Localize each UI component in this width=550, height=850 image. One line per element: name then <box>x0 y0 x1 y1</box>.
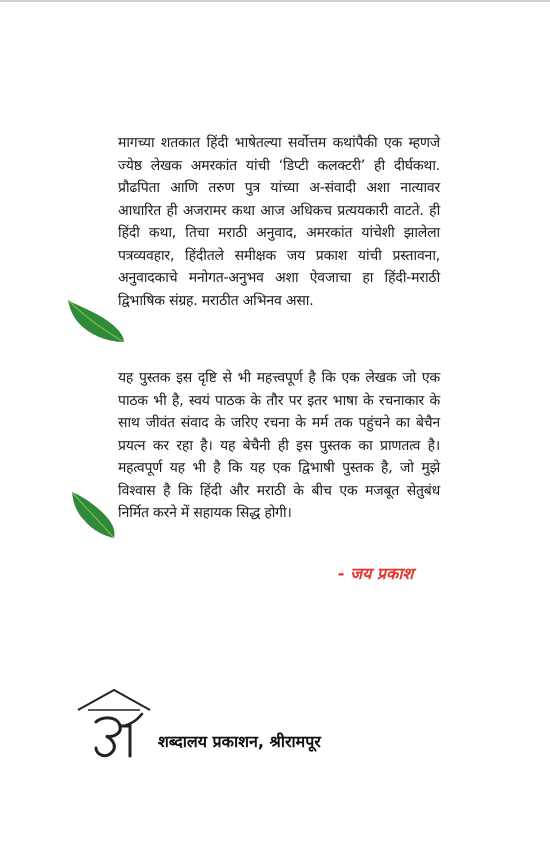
author-signature: - जय प्रकाश <box>338 564 414 583</box>
top-border <box>0 0 550 2</box>
marathi-blurb-paragraph: मागच्या शतकात हिंदी भाषेतल्या सर्वोत्तम कथांपैकी एक म्हणजे ज्येष्ठ लेखक अमरकांत यांची ‘डिप्टी कलक्टरी’ ही दीर्घकथा. प्रौढपिता आणि तरुण पुत्र यांच्या अ-संवादी अशा नात्यावर आधारित ही अजरामर कथा आज अधिकच प्रत्ययकारी वाटते. ही हिंदी कथा, तिचा मराठी अनुवाद, अमरकांत यांचेशी झालेला पत्रव्यवहार, हिंदीतले समीक्षक जय प्रकाश यांची प्रस्तावना, अनुवादकाचे मनोगत-अनुभव अशा ऐवजाचा हा हिंदी-मराठी द्विभाषिक संग्रह. मराठीत अभिनव असा. <box>118 135 440 309</box>
house-logo-icon <box>76 688 152 760</box>
publisher-name: शब्दालय प्रकाशन, श्रीरामपूर <box>158 732 321 751</box>
hindi-blurb-paragraph: यह पुस्तक इस दृष्टि से भी महत्त्वपूर्ण है कि एक लेखक जो एक पाठक भी है, स्वयं पाठक के तौर पर इतर भाषा के रचनाकार के साथ जीवंत संवाद के जरिए रचना के मर्म तक पहुंचने का बेचैन प्रयत्न कर रहा है। यह बेचैनी ही इस पुस्तक का प्राणतत्व है। महत्वपूर्ण यह भी है कि यह एक द्विभाषी पुस्तक है, जो मुझे विश्वास है कि हिंदी और मराठी के बीच एक मजबूत सेतुबंध निर्मित करने में सहायक सिद्ध होगी। <box>118 370 440 521</box>
leaf-icon <box>70 490 118 540</box>
leaf-icon <box>66 298 128 344</box>
